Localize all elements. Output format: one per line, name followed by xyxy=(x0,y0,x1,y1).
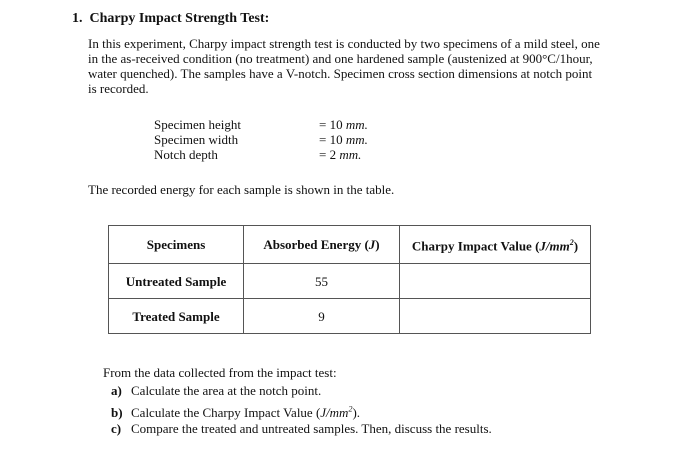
cell-charpy-value xyxy=(400,264,591,299)
table-row xyxy=(109,264,591,299)
question-text: Compare the treated and untreated samples. Then, discuss the results. xyxy=(131,421,492,436)
question-letter: a) xyxy=(111,383,122,398)
cell-specimen: Treated Sample xyxy=(109,299,244,334)
question-number: 1. xyxy=(72,11,83,26)
question-text: Calculate the Charpy Impact Value $(J/mm^2)$. xyxy=(131,405,361,421)
cell-charpy-value xyxy=(400,299,591,334)
table-row xyxy=(109,299,591,334)
energy-table xyxy=(108,225,591,334)
question-letter: b) xyxy=(111,405,123,421)
spec-value: = 10 mm. xyxy=(319,132,368,147)
intro-line: In this experiment, Charpy impact strength test is conducted by two specimens of a mild steel, one xyxy=(88,36,600,51)
intro-line: is recorded. xyxy=(88,81,149,96)
spec-label: Specimen width xyxy=(154,132,239,147)
spec-label: Specimen height xyxy=(154,117,242,132)
question-heading xyxy=(72,11,269,26)
question-a xyxy=(111,383,321,398)
question-text: Calculate the area at the notch point. xyxy=(131,383,322,398)
intro-paragraph xyxy=(88,36,648,96)
recorded-energy-text: The recorded energy for each sample is shown in the table. xyxy=(88,182,395,197)
header-specimens: Specimens xyxy=(109,226,244,264)
spec-label: Notch depth xyxy=(154,147,218,162)
question-b xyxy=(111,402,360,420)
cell-absorbed-energy: 9 xyxy=(244,299,400,334)
intro-line: in the as-received condition (no treatment) and one hardened sample (austenized at 900°C/1hour, xyxy=(88,51,593,66)
question-c xyxy=(111,421,492,436)
question-letter: c) xyxy=(111,421,122,436)
question-title: Charpy Impact Strength Test: xyxy=(89,11,270,26)
table-header-row xyxy=(109,226,591,264)
header-charpy-value: Charpy Impact Value $(J/mm^2)$ xyxy=(400,226,591,264)
spec-value: = 2 mm. xyxy=(319,147,362,162)
cell-specimen: Untreated Sample xyxy=(109,264,244,299)
spec-value: = 10 mm. xyxy=(319,117,368,132)
header-absorbed-energy: Absorbed Energy (J) xyxy=(244,226,400,264)
from-data-text: From the data collected from the impact test: xyxy=(103,365,337,380)
intro-line: water quenched). The samples have a V-notch. Specimen cross section dimensions at notch point xyxy=(88,66,593,81)
cell-absorbed-energy: 55 xyxy=(244,264,400,299)
